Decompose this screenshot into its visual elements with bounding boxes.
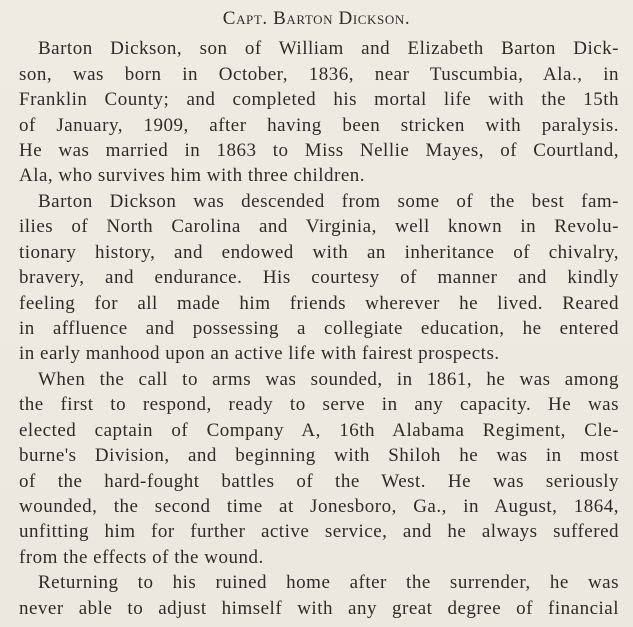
text-line: burne's Division, and beginning with Shiloh he was in most bbox=[19, 445, 619, 466]
text-line: Franklin County; and completed his mortal life with the 15th bbox=[19, 89, 619, 110]
text-line: son, was born in October, 1836, near Tuscumbia, Ala., in bbox=[19, 64, 619, 85]
page-title: Capt. Barton Dickson. bbox=[222, 8, 411, 29]
text-line: Barton Dickson was descended from some of the best fam- bbox=[38, 191, 619, 212]
text-line: wounded, the second time at Jonesboro, Ga., in August, 1864, bbox=[19, 496, 619, 517]
text-line: Returning to his ruined home after the surrender, he was bbox=[38, 572, 619, 593]
text-line: tionary history, and endowed with an inheritance of chivalry, bbox=[19, 242, 619, 263]
text-line: feeling for all made him friends wherever he lived. Reared bbox=[19, 293, 619, 314]
text-line: from the effects of the wound. bbox=[19, 547, 264, 568]
text-line: in early manhood upon an active life with fairest prospects. bbox=[19, 343, 500, 364]
text-line: bravery, and endurance. His courtesy of manner and kindly bbox=[19, 267, 619, 288]
text-line: unfitting him for further active service, and he always suffered bbox=[19, 521, 619, 542]
text-line: elected captain of Company A, 16th Alabama Regiment, Cle- bbox=[19, 420, 619, 441]
text-line: never able to adjust himself with any great degree of financial bbox=[19, 598, 619, 619]
text-line: in affluence and possessing a collegiate education, he entered bbox=[19, 318, 619, 339]
text-line: Barton Dickson, son of William and Elizabeth Barton Dick- bbox=[38, 38, 619, 59]
text-line: When the call to arms was sounded, in 1861, he was among bbox=[38, 369, 619, 390]
text-line: of January, 1909, after having been stricken with paralysis. bbox=[19, 115, 619, 136]
text-line: Ala, who survives him with three children. bbox=[19, 165, 366, 186]
text-line: the first to respond, ready to serve in any capacity. He was bbox=[19, 394, 619, 415]
text-line: ilies of North Carolina and Virginia, well known in Revolu- bbox=[19, 216, 619, 237]
text-line: of the hard-fought battles of the West. He was seriously bbox=[19, 471, 619, 492]
text-line: He was married in 1863 to Miss Nellie Mayes, of Courtland, bbox=[19, 140, 619, 161]
